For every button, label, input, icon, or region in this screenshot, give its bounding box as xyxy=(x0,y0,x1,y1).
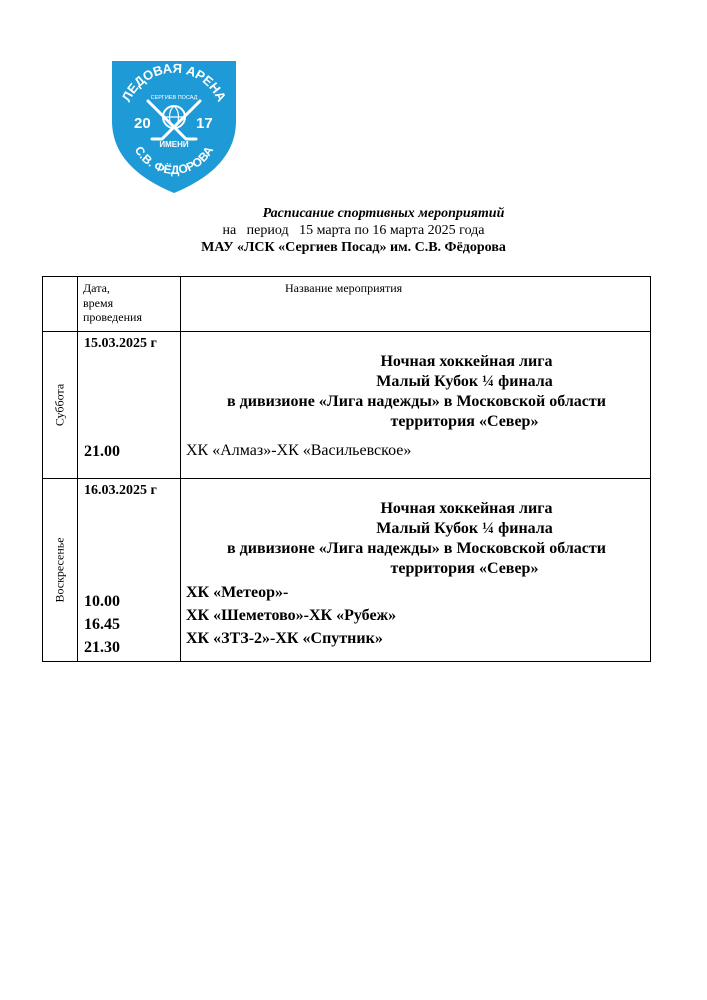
game-time: 21.30 xyxy=(84,639,120,656)
arena-logo xyxy=(104,55,244,195)
schedule-table xyxy=(42,276,651,662)
event-line: Малый Кубок ¼ финала xyxy=(376,373,553,390)
event-description xyxy=(181,499,652,579)
header-day-cell xyxy=(43,277,78,332)
event-line: территория «Север» xyxy=(390,413,539,430)
logo-text-top: ЛЕДОВАЯ АРЕНА xyxy=(118,60,230,105)
table-row xyxy=(43,479,651,662)
schedule-period: на период 15 марта по 16 марта 2025 года xyxy=(222,223,485,238)
day-label: Воскресенье xyxy=(52,537,67,603)
logo-text-bottom: С.В. ФЁДОРОВА xyxy=(131,143,217,177)
date-cell xyxy=(78,332,181,479)
column-header-event: Название мероприятия xyxy=(285,281,403,295)
logo-year-right: 17 xyxy=(196,115,213,132)
event-date: 15.03.2025 г xyxy=(84,336,157,351)
event-line: в дивизионе «Лига надежды» в Московской области xyxy=(227,393,606,410)
event-cell xyxy=(181,479,651,662)
header-date-cell xyxy=(78,277,181,332)
game-match: ХК «Алмаз»-ХК «Васильевское» xyxy=(186,442,412,459)
day-cell xyxy=(43,479,78,662)
day-cell xyxy=(43,332,78,479)
date-cell xyxy=(78,479,181,662)
game-match: ХК «Метеор»- xyxy=(186,584,289,601)
event-date: 16.03.2025 г xyxy=(84,483,157,498)
event-line: территория «Север» xyxy=(390,560,539,577)
logo-text-city: СЕРГИЕВ ПОСАД xyxy=(150,95,198,101)
table-header-row xyxy=(43,277,651,332)
game-match: ХК «Шеметово»-ХК «Рубеж» xyxy=(186,607,397,624)
event-description xyxy=(181,352,652,432)
day-label: Суббота xyxy=(52,383,67,427)
organization-name: МАУ «ЛСК «Сергиев Посад» им. С.В. Фёдорова xyxy=(201,240,506,255)
event-cell xyxy=(181,332,651,479)
schedule-title: Расписание спортивных мероприятий xyxy=(262,206,505,221)
logo-text-imeni: ИМЕНИ xyxy=(159,140,189,149)
game-time: 10.00 xyxy=(84,593,120,610)
game-time: 16.45 xyxy=(84,616,120,633)
column-header-date: Дата, время проведения xyxy=(83,281,142,324)
table-row xyxy=(43,332,651,479)
event-line: Ночная хоккейная лига xyxy=(380,500,553,517)
game-match: ХК «ЗТЗ-2»-ХК «Спутник» xyxy=(186,630,383,647)
event-line: Ночная хоккейная лига xyxy=(380,353,553,370)
event-line: в дивизионе «Лига надежды» в Московской области xyxy=(227,540,606,557)
game-time: 21.00 xyxy=(84,443,120,460)
logo-year-left: 20 xyxy=(134,115,151,132)
header-event-cell xyxy=(181,277,651,332)
event-line: Малый Кубок ¼ финала xyxy=(376,520,553,537)
